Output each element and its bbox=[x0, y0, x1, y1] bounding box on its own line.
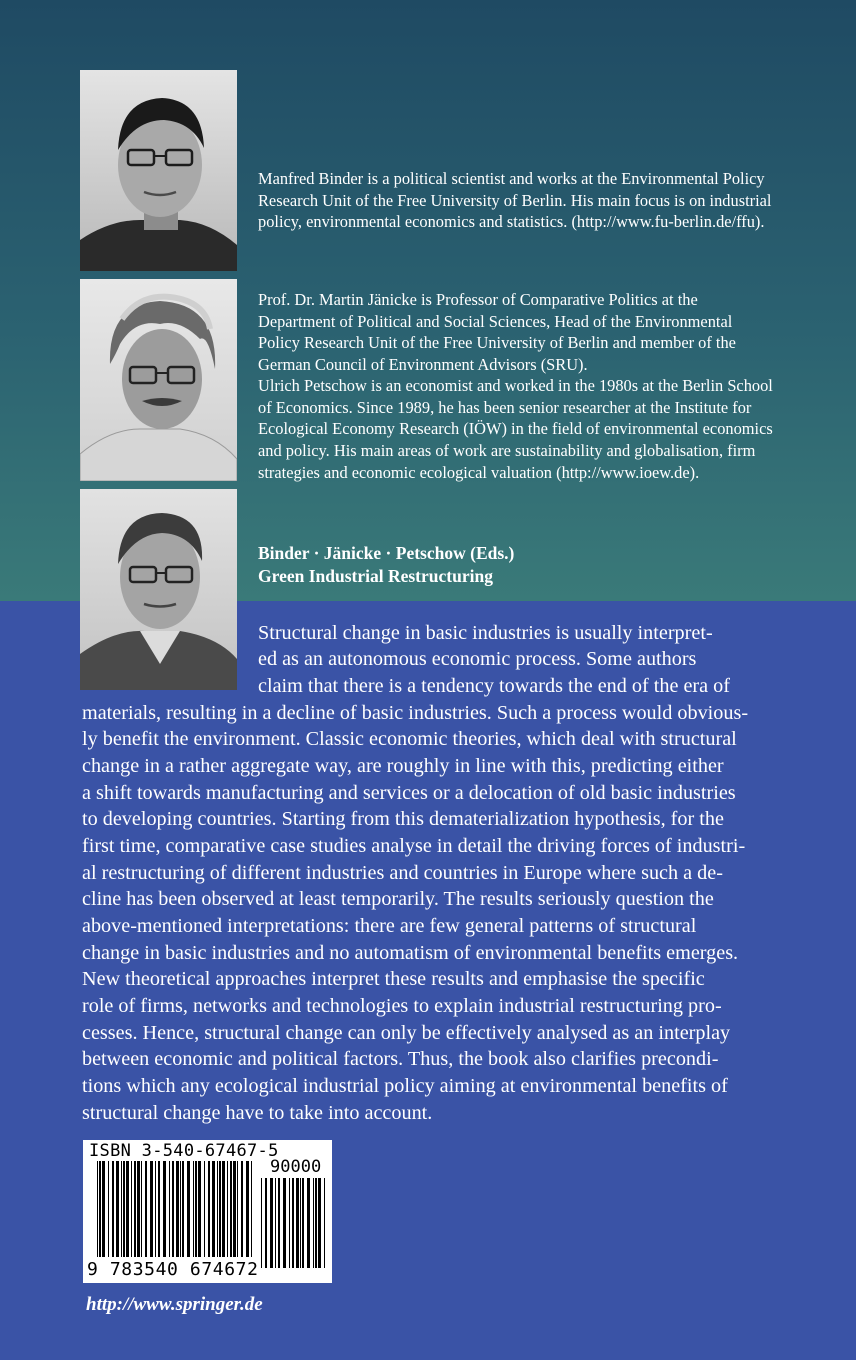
author-photo-jaenicke bbox=[80, 279, 237, 481]
barcode-bar bbox=[278, 1178, 280, 1268]
abstract-line: cline has been observed at least temporarily. The results seriously question the bbox=[82, 888, 714, 910]
barcode-bar bbox=[270, 1178, 273, 1268]
barcode-bar bbox=[292, 1178, 294, 1268]
barcode-bar bbox=[318, 1178, 321, 1268]
barcode-bar bbox=[134, 1161, 136, 1257]
barcode-bar bbox=[137, 1161, 140, 1257]
book-title: Green Industrial Restructuring bbox=[258, 566, 493, 586]
author-bio-petschow: Ulrich Petschow is an economist and worked in the 1980s at the Berlin School of Economics. Since 1989, he has been senior researcher at the Institute for Ecological Economy Research (IÖW) in the field of environmental economics and policy. His main areas of work are sustainability and globalisation, firm strategies and economic ecological valuation (http://www.ioew.de). bbox=[258, 376, 773, 482]
barcode-bar bbox=[150, 1161, 153, 1257]
barcode-bar bbox=[121, 1161, 122, 1257]
barcode-bar bbox=[116, 1161, 119, 1257]
ean-number: 9 783540 674672 bbox=[87, 1259, 259, 1280]
barcode-bar bbox=[324, 1178, 325, 1268]
barcode-bar bbox=[126, 1161, 129, 1257]
abstract-line: cesses. Hence, structural change can only be effectively analysed as an interplay bbox=[82, 1022, 731, 1044]
barcode-bar bbox=[302, 1178, 304, 1268]
abstract-line: between economic and political factors. Thus, the book also clarifies precondi- bbox=[82, 1048, 719, 1070]
barcode-bar bbox=[227, 1161, 228, 1257]
barcode-bar bbox=[193, 1161, 194, 1257]
abstract-line: change in a rather aggregate way, are roughly in line with this, predicting either bbox=[82, 755, 724, 777]
barcode-bar bbox=[112, 1161, 114, 1257]
barcode-addon-bars bbox=[261, 1178, 325, 1268]
barcode-bar bbox=[158, 1161, 160, 1257]
barcode-bar bbox=[204, 1161, 205, 1257]
barcode-bar bbox=[237, 1161, 238, 1257]
barcode-bar bbox=[313, 1178, 314, 1268]
barcode-bar bbox=[169, 1161, 170, 1257]
abstract-line: materials, resulting in a decline of basic industries. Such a process would obvious- bbox=[82, 702, 749, 724]
barcode-bar bbox=[155, 1161, 156, 1257]
barcode-bar bbox=[217, 1161, 218, 1257]
barcode-bar bbox=[145, 1161, 147, 1257]
barcode-bar bbox=[230, 1161, 232, 1257]
barcode-bar bbox=[208, 1161, 210, 1257]
barcode-bar bbox=[246, 1161, 249, 1257]
barcode-bar bbox=[123, 1161, 125, 1257]
barcode-bar bbox=[187, 1161, 190, 1257]
barcode-bars bbox=[97, 1161, 253, 1257]
isbn-number: ISBN 3-540-67467-5 bbox=[89, 1141, 279, 1161]
abstract-line: Structural change in basic industries is usually interpret- bbox=[258, 622, 713, 644]
abstract-line: tions which any ecological industrial policy aiming at environmental benefits of bbox=[82, 1075, 728, 1097]
isbn-barcode bbox=[83, 1140, 332, 1283]
barcode-bar bbox=[296, 1178, 299, 1268]
barcode-bar bbox=[108, 1161, 109, 1257]
barcode-bar bbox=[300, 1178, 301, 1268]
barcode-bar bbox=[141, 1161, 142, 1257]
barcode-bar bbox=[172, 1161, 174, 1257]
abstract-line: structural change have to take into account. bbox=[82, 1102, 433, 1124]
barcode-bar bbox=[212, 1161, 215, 1257]
barcode-bar bbox=[180, 1161, 181, 1257]
barcode-bar bbox=[97, 1161, 98, 1257]
barcode-bar bbox=[182, 1161, 184, 1257]
barcode-bar bbox=[307, 1178, 310, 1268]
barcode-bar bbox=[176, 1161, 179, 1257]
barcode-bar bbox=[163, 1161, 166, 1257]
abstract-line: first time, comparative case studies analyse in detail the driving forces of industri- bbox=[82, 835, 746, 857]
author-bio-jaenicke: Prof. Dr. Martin Jänicke is Professor of Comparative Politics at the Department of Political and Social Sciences, Head of the Environmental Policy Research Unit of the Free University of Berlin and member of the German Council of Environment Advisors (SRU). bbox=[258, 290, 736, 375]
barcode-bar bbox=[289, 1178, 290, 1268]
abstract-line: change in basic industries and no automatism of environmental benefits emerges. bbox=[82, 942, 739, 964]
barcode-bar bbox=[131, 1161, 132, 1257]
author-photo-binder bbox=[80, 70, 237, 271]
publisher-url[interactable]: http://www.springer.de bbox=[86, 1294, 263, 1315]
barcode-bar bbox=[219, 1161, 221, 1257]
barcode-bar bbox=[251, 1161, 252, 1257]
barcode-bar bbox=[195, 1161, 197, 1257]
barcode-bar bbox=[241, 1161, 243, 1257]
barcode-bar bbox=[275, 1178, 276, 1268]
barcode-bar bbox=[283, 1178, 286, 1268]
book-editors: Binder · Jänicke · Petschow (Eds.) bbox=[258, 543, 515, 563]
abstract-line: a shift towards manufacturing and services or a delocation of old basic industries bbox=[82, 782, 736, 804]
author-photo-petschow bbox=[80, 489, 237, 690]
barcode-bar bbox=[233, 1161, 236, 1257]
barcode-bar bbox=[261, 1178, 262, 1268]
abstract-line: to developing countries. Starting from this dematerialization hypothesis, for the bbox=[82, 808, 724, 830]
abstract-line: role of firms, networks and technologies to explain industrial restructuring pro- bbox=[82, 995, 722, 1017]
barcode-bar bbox=[102, 1161, 105, 1257]
barcode-bar bbox=[222, 1161, 225, 1257]
abstract-line: ly benefit the environment. Classic economic theories, which deal with structural bbox=[82, 728, 737, 750]
abstract-line: ed as an autonomous economic process. Some authors bbox=[258, 648, 697, 670]
abstract-line: al restructuring of different industries and countries in Europe where such a de- bbox=[82, 862, 723, 884]
abstract-line: above-mentioned interpretations: there are few general patterns of structural bbox=[82, 915, 697, 937]
barcode-bar bbox=[99, 1161, 101, 1257]
abstract-line: claim that there is a tendency towards the end of the era of bbox=[258, 675, 730, 697]
book-title-block bbox=[258, 542, 798, 588]
abstract-line: New theoretical approaches interpret these results and emphasise the specific bbox=[82, 968, 705, 990]
barcode-bar bbox=[198, 1161, 201, 1257]
barcode-bar bbox=[315, 1178, 317, 1268]
author-bio-binder: Manfred Binder is a political scientist and works at the Environmental Policy Research Unit of the Free University of Berlin. His main focus is on industrial policy, environmental economics and statistics. (http://www.fu-berlin.de/ffu). bbox=[258, 169, 772, 232]
barcode-bar bbox=[265, 1178, 267, 1268]
price-code: 90000 bbox=[270, 1157, 322, 1177]
